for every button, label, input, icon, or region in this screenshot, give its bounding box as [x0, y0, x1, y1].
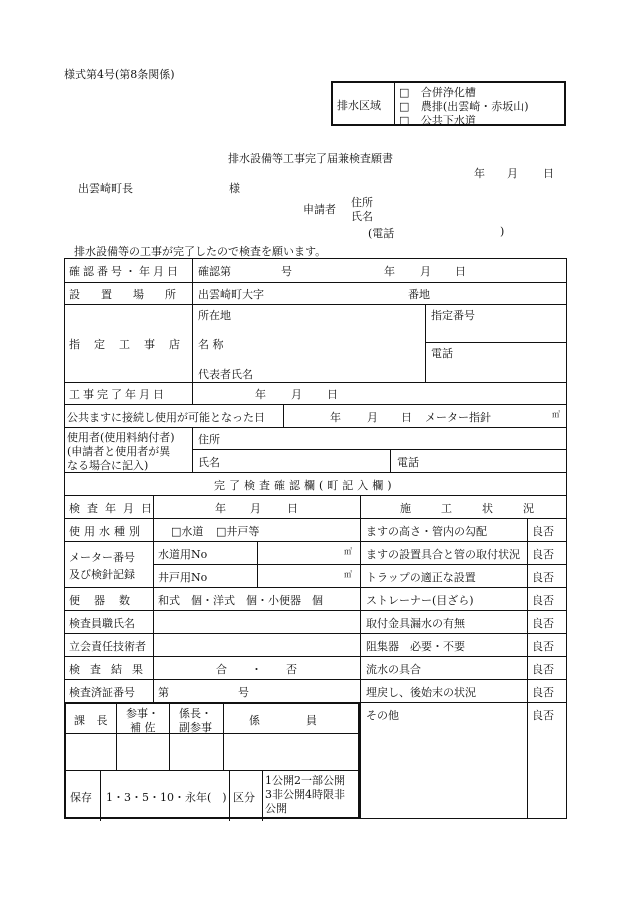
location-label: 設置場所 [69, 288, 197, 301]
status-item-6: 阻集器 必要・不要 [366, 640, 465, 653]
request-text: 排水設備等の工事が完了したので検査を願います。 [74, 245, 327, 258]
meter-well-unit: ㎥ [344, 570, 352, 579]
confirm-hi: 日 [455, 265, 466, 278]
completion-nen: 年 [255, 388, 266, 401]
user-label-line-3: なる場合に記入) [67, 459, 149, 472]
status-result-2: 良否 [532, 548, 554, 561]
drainage-option-3[interactable] [399, 112, 476, 128]
sewer-tsuki: 月 [367, 411, 378, 424]
contractor-phone: 電話 [431, 347, 453, 360]
contractor-name: 名 称 [198, 338, 224, 351]
confirm-label: 確認番号・年月日 [69, 265, 181, 278]
approval-kakariin: 係 員 [249, 714, 325, 727]
status-result-3: 良否 [532, 571, 554, 584]
checkbox-icon[interactable]: □ [399, 86, 410, 99]
applicant-label: 申請者 [303, 203, 336, 216]
fixture-value: 和式 個・洋式 個・小便器 個 [158, 594, 323, 607]
checkbox-icon[interactable]: □ [399, 114, 410, 127]
storage-value: 1・3・5・10・永年( ) [106, 791, 227, 804]
confirm-go: 号 [281, 265, 292, 278]
date-tsuki: 月 [507, 167, 518, 180]
status-result-8: 良否 [532, 686, 554, 699]
approval-sanji-1: 参事・ [126, 707, 159, 720]
classification-line-2: 3非公開4時限非 [265, 788, 345, 801]
cert-label: 検査済証番号 [69, 686, 135, 699]
checkbox-icon[interactable]: □ [399, 100, 410, 113]
approval-kacho: 課 長 [74, 714, 112, 727]
water-option-1[interactable]: □水道 [171, 525, 204, 538]
construction-status-header: 施工状況 [400, 502, 564, 515]
form-title: 排水設備等工事完了届兼検査願書 [228, 152, 393, 165]
status-item-7: 流水の具合 [366, 663, 421, 676]
water-type-label: 使用水種別 [69, 525, 144, 538]
user-label-line-1: 使用者(使用料納付者) [67, 431, 175, 444]
inspector-label: 検査員職氏名 [69, 617, 135, 630]
result-ok: 合 [216, 663, 227, 676]
contractor-spec-no: 指定番号 [431, 309, 475, 322]
check-date-tsuki: 月 [250, 502, 261, 515]
user-name: 氏名 [198, 456, 220, 469]
status-item-8: 埋戻し、後始末の状況 [366, 686, 476, 699]
status-item-9: その他 [366, 709, 399, 722]
meter-water: 水道用No [158, 548, 208, 561]
date-hi: 日 [543, 167, 554, 180]
applicant-address-label: 住所 [351, 196, 373, 209]
result-label: 検査結果 [69, 663, 153, 676]
completion-tsuki: 月 [291, 388, 302, 401]
status-result-5: 良否 [532, 617, 554, 630]
sewer-hi: 日 [401, 411, 412, 424]
drainage-zone-divider [394, 83, 395, 124]
check-date-label: 検査年月日 [69, 502, 159, 515]
sewer-nen: 年 [330, 411, 341, 424]
approval-kakaricho-2: 副参事 [179, 721, 212, 734]
addressee-name: 出雲崎町長 [78, 182, 133, 195]
status-result-1: 良否 [532, 525, 554, 538]
status-item-4: ストレーナー(目ざら) [366, 594, 474, 607]
storage-label: 保存 [70, 791, 92, 804]
applicant-name-label: 氏名 [351, 210, 373, 223]
meter-well: 井戸用No [158, 571, 208, 584]
drainage-option-label: 農排(出雲崎・赤坂山) [420, 100, 529, 113]
result-dot: ・ [251, 663, 262, 676]
cert-go: 号 [238, 686, 249, 699]
approval-box [64, 702, 360, 819]
approval-sanji-2: 補 佐 [130, 721, 156, 734]
user-phone: 電話 [397, 456, 419, 469]
classification-label: 区分 [233, 791, 255, 804]
contractor-rep: 代表者氏名 [198, 368, 253, 381]
addressee-honorific: 様 [229, 182, 240, 195]
check-date-hi: 日 [287, 502, 298, 515]
cert-prefix: 第 [158, 686, 169, 699]
status-item-2: ますの設置具合と管の取付状況 [366, 548, 520, 561]
status-result-6: 良否 [532, 640, 554, 653]
date-nen: 年 [474, 167, 485, 180]
contractor-label: 指定工事店 [69, 338, 194, 351]
water-option-2[interactable]: □井戸等 [216, 525, 260, 538]
completion-label: 工事完了年月日 [69, 388, 167, 401]
drainage-option-label: 合併浄化槽 [420, 86, 476, 99]
location-banchi: 番地 [408, 288, 430, 301]
drainage-zone-label: 排水区域 [337, 99, 381, 112]
check-date-nen: 年 [215, 502, 226, 515]
engineer-label: 立会責任技術者 [69, 640, 146, 653]
status-item-5: 取付金具漏水の有無 [366, 617, 465, 630]
sewer-label: 公共ますに接続し使用が可能となった日 [67, 411, 265, 424]
user-label-line-2: (申請者と使用者が異 [67, 445, 171, 458]
status-item-1: ますの高さ・管内の勾配 [366, 525, 487, 538]
status-result-7: 良否 [532, 663, 554, 676]
applicant-phone-open: (電話 [368, 227, 395, 240]
drainage-zone-box [331, 81, 566, 126]
status-result-4: 良否 [532, 594, 554, 607]
location-value: 出雲崎町大字 [198, 288, 264, 301]
confirm-prefix: 確認第 [198, 265, 231, 278]
confirm-nen: 年 [384, 265, 395, 278]
contractor-address: 所在地 [198, 309, 231, 322]
status-result-9: 良否 [532, 709, 554, 722]
check-section-header: 完了検査確認欄(町記入欄) [214, 479, 396, 492]
sewer-unit: ㎥ [552, 410, 560, 419]
meter-label-1: メーター番号 [69, 551, 135, 564]
applicant-phone-close: ) [500, 225, 505, 238]
fixture-label: 便器数 [69, 594, 144, 607]
user-address: 住所 [198, 433, 220, 446]
confirm-tsuki: 月 [420, 265, 431, 278]
status-item-3: トラップの適正な設置 [366, 571, 476, 584]
meter-label-2: 及び検針記録 [69, 568, 135, 581]
classification-line-3: 公開 [265, 802, 287, 815]
meter-water-unit: ㎥ [344, 547, 352, 556]
completion-hi: 日 [327, 388, 338, 401]
classification-line-1: 1公開2一部公開 [265, 774, 345, 787]
result-ng: 否 [286, 663, 297, 676]
sewer-meter: メーター指針 [425, 411, 491, 424]
drainage-option-label: 公共下水道 [420, 114, 476, 127]
approval-kakaricho-1: 係長・ [179, 707, 212, 720]
form-number: 様式第4号(第8条関係) [64, 68, 175, 81]
